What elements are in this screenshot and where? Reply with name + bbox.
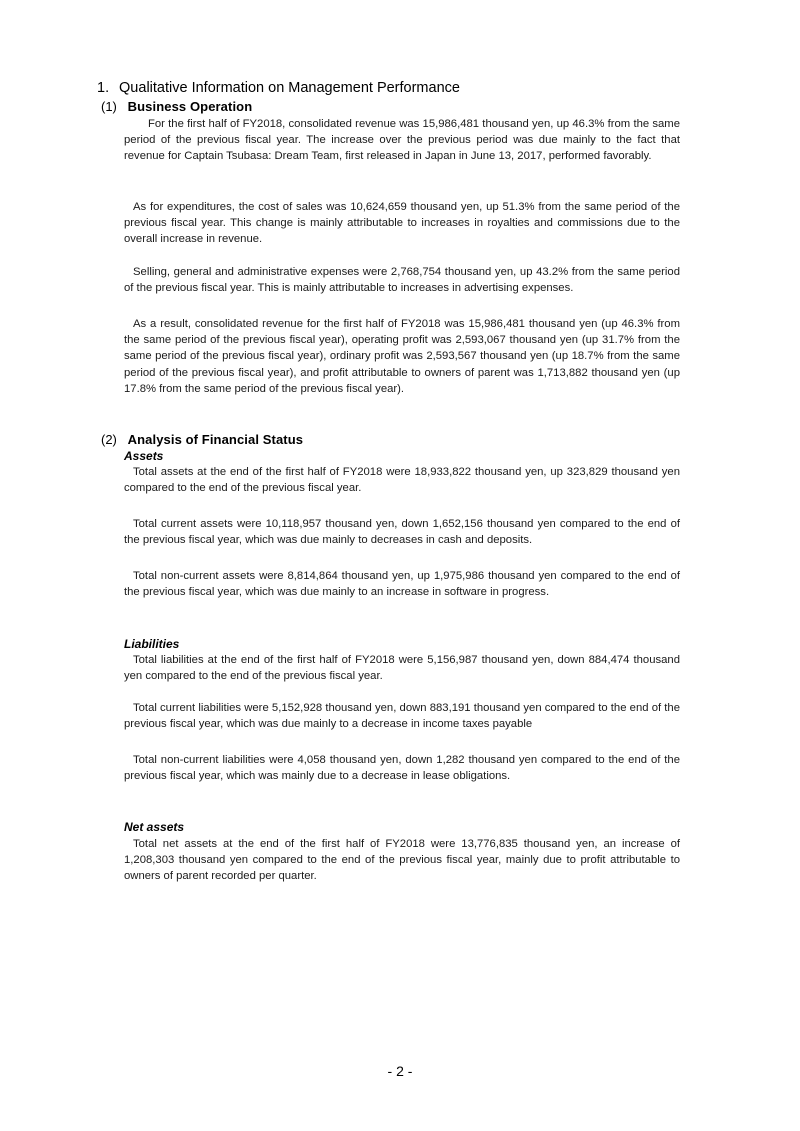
paragraph-non-current-assets: Total non-current assets were 8,814,864 thousand yen, up 1,975,986 thousand yen compared to the end of the previous fiscal year, which was due mainly to an increase in software in progress.	[124, 570, 680, 599]
paragraph-current-assets: Total current assets were 10,118,957 thousand yen, down 1,652,156 thousand yen compared to the end of the previous fiscal year, which was due mainly to decreases in cash and deposits.	[124, 518, 680, 547]
subsection-title: Business Operation	[127, 99, 253, 114]
paragraph-revenue: For the first half of FY2018, consolidated revenue was 15,986,481 thousand yen, up 46.3% from the same period of the previous fiscal year. The increase over the previous period was due mainly to the fact that revenue for Captain Tsubasa: Dream Team, first released in Japan in June 13, 2017, performed favorably.	[124, 118, 680, 163]
page-number: - 2 -	[387, 1063, 413, 1079]
subsection-number: (2)	[101, 432, 117, 447]
subsection-title: Analysis of Financial Status	[127, 432, 304, 447]
paragraph-net-assets: Total net assets at the end of the first half of FY2018 were 13,776,835 thousand yen, an increase of 1,208,303 thousand yen compared to the end of the previous fiscal year, mainly due to profit attributable to owners of parent recorded per quarter.	[124, 838, 680, 883]
subsection-heading-financial-status	[101, 432, 303, 448]
subsection-heading-business-operation	[101, 99, 252, 115]
section-number: 1.	[97, 80, 110, 96]
paragraph-total-assets: Total assets at the end of the first half of FY2018 were 18,933,822 thousand yen, up 323,829 thousand yen compared to the end of the previous fiscal year.	[124, 466, 680, 495]
paragraph-cost-of-sales: As for expenditures, the cost of sales was 10,624,659 thousand yen, up 51.3% from the same period of the previous fiscal year. This change is mainly attributable to increases in royalties and commissions due to the overall increase in revenue.	[124, 201, 680, 246]
paragraph-sga-expenses: Selling, general and administrative expenses were 2,768,754 thousand yen, up 43.2% from the same period of the previous fiscal year. This is mainly attributable to increases in advertising expenses.	[124, 266, 680, 295]
net-assets-heading: Net assets	[124, 820, 185, 834]
paragraph-non-current-liabilities: Total non-current liabilities were 4,058 thousand yen, down 1,282 thousand yen compared to the end of the previous fiscal year, which was mainly due to a decrease in lease obligations.	[124, 754, 680, 783]
paragraph-current-liabilities: Total current liabilities were 5,152,928 thousand yen, down 883,191 thousand yen compared to the end of the previous fiscal year, which was due mainly to a decrease in income taxes payable	[124, 702, 680, 731]
paragraph-results-summary: As a result, consolidated revenue for the first half of FY2018 was 15,986,481 thousand yen (up 46.3% from the same period of the previous fiscal year), operating profit was 2,593,067 thousand yen (up 31.7% from the same period of the previous fiscal year), ordinary profit was 2,593,567 thousand yen (up 18.7% from the same period of the previous fiscal year), and profit attributable to owners of parent was 1,713,882 thousand yen (up 17.8% from the same period of the previous fiscal year).	[124, 318, 680, 395]
section-heading-qualitative-information	[97, 79, 460, 97]
paragraph-total-liabilities: Total liabilities at the end of the first half of FY2018 were 5,156,987 thousand yen, down 884,474 thousand yen compared to the end of the previous fiscal year.	[124, 654, 680, 683]
section-title: Qualitative Information on Management Performance	[119, 80, 460, 96]
assets-heading: Assets	[124, 449, 164, 463]
subsection-number: (1)	[101, 99, 117, 114]
liabilities-heading: Liabilities	[124, 637, 180, 651]
